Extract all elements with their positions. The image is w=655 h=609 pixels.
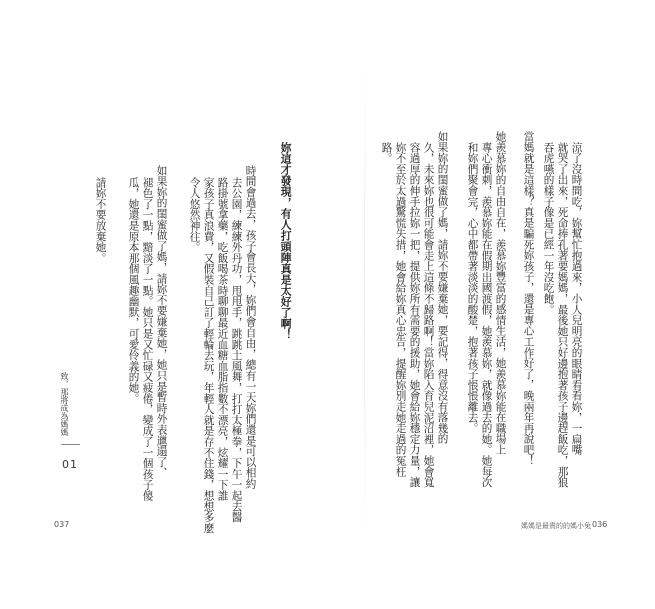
right-col-9: 她羨慕妳的自由自在，羨慕妳豐富的感情生活，她羨慕妳能在職場上 (494, 131, 507, 455)
chapter-number: 01 (62, 458, 78, 471)
right-col-7: 和妳們聚會完，心中都帶著淡淡的酸楚，抱著孩子悵悵離去。 (466, 142, 479, 434)
gutter (364, 46, 365, 556)
left-col-9: 路掛號拿藥，吃飯喝茶時聊聊最近血糖血脂指數不漂亮，炫耀一下誰 (216, 177, 229, 501)
right-col-12: 吞虎嚥的樣子像是已經一年沒吃飽。 (542, 142, 555, 315)
left-col-3: 瓜，她還是原本那個風趣幽默，可愛伶義的她。 (127, 177, 140, 404)
left-col-7: 令人悠然神往。 (188, 177, 201, 253)
left-col-5: 如果妳的閨蜜做了媽，請妳不要嫌棄她，她只是暫時外表邋遢了、 (155, 165, 168, 479)
left-col-11: 時間會過去，孩子會長大，妳們會自由，總有一天妳們還是可以相約 (244, 165, 257, 489)
book-spread (34, 34, 628, 578)
right-col-14: 涼了沒時間吃，妳幫忙抱過來，小人兒明亮的眼睛看看妳，一扁嘴 (570, 142, 583, 456)
chapter-side-title: 致，那將成為媽媽 (60, 372, 69, 436)
right-col-13: 就哭了出來，死命捧孔著要媽媽，最後她只好邊抱著孩子邊趕飯吃，那狼 (556, 142, 569, 488)
right-col-1: 路。 (380, 142, 393, 164)
running-head: 媽媽是最貴的的媽小兔 (521, 522, 591, 530)
left-col-4: 褪色了一點，黯淡了一點。她只是又忙碌又疲倦，變成了一個孩子傻 (141, 177, 154, 501)
right-page-number: 036 (592, 520, 608, 529)
right-col-3: 容過厚的伸手拉妳一把，提供妳所有需要的援助，她會給妳穩定力量，讓 (408, 142, 421, 488)
right-col-4: 久，未來妳也很可能會走上這條不歸路啊！當妳陷入育兒泥沼裡，她會寬 (422, 142, 435, 488)
left-page-number: 037 (54, 520, 70, 529)
right-col-11: 當媽就是這樣？真是騙死妳孩子，還是專心工作好了，晚兩年再說吧！ (522, 131, 535, 466)
chapter-divider (61, 444, 80, 445)
left-col-1: 請妳不要放棄她。 (94, 177, 107, 264)
left-col-10: 去公園，練練外丹功，甩甩手，跳跳土風舞，打打太極拳，下午一起去醫 (230, 177, 243, 523)
left-col-8: 家孩子真浪費，又假裝自己訂了輕輪去玩，年輕人就是存不住錢，想想多麼 (202, 177, 215, 534)
right-col-5: 如果妳的閨蜜做了媽，請妳不要嫌棄她，要記得，得意沒有落幾的 (436, 131, 449, 445)
emphasis-heading: 妳這才發現，有人打頭陣真是太好了啊！ (279, 142, 293, 340)
right-col-8: 專心衝刺，羨慕妳能在假期出國渡假，她羨慕妳，就像過去的她。她每次 (480, 142, 493, 488)
right-col-2: 妳不至於太過驚慌失措，她會給妳真心忠告，提醒妳別走她走過的冤枉 (394, 142, 407, 477)
